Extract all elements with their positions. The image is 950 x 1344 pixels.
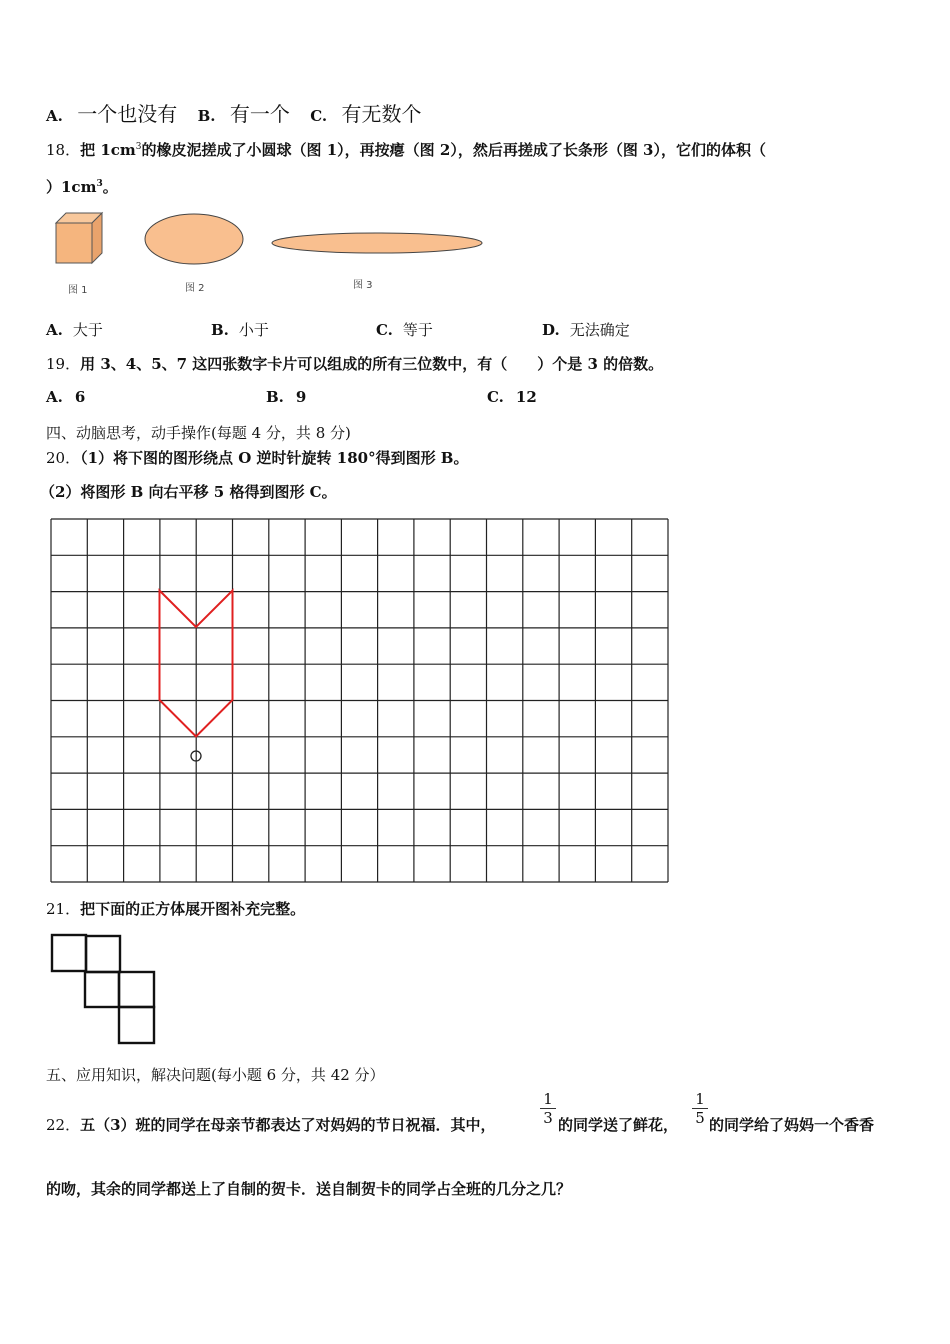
q18-option-d-letter: D. (542, 321, 560, 339)
q17-option-c-text: 有无数个 (341, 102, 422, 126)
fig2-label: 图 2 (185, 283, 205, 294)
q22-line2: 的吻，其余的同学都送上了自制的贺卡．送自制贺卡的同学占全班的几分之几？ (46, 1180, 572, 1198)
cube-net-figure (48, 932, 160, 1048)
net-square-1 (52, 935, 86, 971)
q18-stem-line2 (46, 176, 118, 197)
q18-number: 18． (46, 141, 81, 159)
q22-line1 (46, 1114, 496, 1135)
q18-option-b-text: 小于 (238, 321, 269, 339)
q17-option-c-letter: C. (310, 107, 328, 125)
section4-title: 四、动脑思考，动手操作(每题 4 分，共 8 分) (46, 424, 351, 442)
q18-text-a: 把 1cm (80, 141, 136, 159)
q18-option-d (542, 319, 630, 340)
q22-text-a: 五（3）班的同学在母亲节都表达了对妈妈的节日祝福．其中， (80, 1116, 496, 1134)
q17-option-b-text: 有一个 (229, 102, 290, 126)
q20-number: 20． (46, 449, 81, 467)
q18-option-c-text: 等于 (402, 321, 433, 339)
flattened-ball-figure (145, 214, 243, 264)
q19-stem (46, 353, 663, 374)
fig3-label: 图 3 (353, 280, 373, 291)
q19-option-c-letter: C. (487, 388, 504, 406)
q21-text: 把下面的正方体展开图补充完整。 (80, 900, 306, 918)
q18-text-d: 。 (102, 178, 118, 196)
q18-sup2: 3 (96, 179, 103, 189)
q22-fraction-1 (540, 1090, 556, 1127)
net-square-2 (86, 936, 120, 972)
q20-line1 (46, 447, 468, 468)
q19-option-c (487, 388, 537, 406)
q18-option-b-letter: B. (211, 321, 229, 339)
q17-option-a-text: 一个也没有 (77, 102, 178, 126)
q21-stem (46, 898, 305, 919)
q19-option-c-text: 12 (515, 388, 537, 406)
q18-option-d-text: 无法确定 (569, 321, 630, 339)
q18-option-a-letter: A. (46, 321, 63, 339)
q18-text-b: 的橡皮泥搓成了小圆球（图 1），再按瘪（图 2），然后再搓成了长条形（图 3），它们的体积（ (141, 141, 766, 159)
q17-options (46, 98, 421, 127)
q20-line2: （2）将图形 B 向右平移 5 格得到图形 C。 (40, 483, 337, 501)
net-square-5 (119, 1007, 154, 1043)
q19-option-a-letter: A. (46, 388, 63, 406)
q18-stem-line1 (46, 139, 766, 160)
q20-grid-figure (48, 516, 672, 886)
q19-option-b-text: 9 (295, 388, 307, 406)
q19-text: 用 3、4、5、7 这四张数字卡片可以组成的所有三位数中，有（ ）个是 3 的倍数。 (80, 355, 664, 373)
section5-title: 五、应用知识，解决问题(每小题 6 分，共 42 分） (46, 1066, 385, 1084)
q17-option-b-letter: B. (197, 107, 216, 125)
q22-frac1-numerator: 1 (540, 1090, 556, 1109)
q19-option-a (46, 388, 85, 406)
fig1-label: 图 1 (68, 285, 88, 296)
cube-figure (56, 213, 102, 263)
q18-figures (40, 205, 500, 305)
q22-number: 22． (46, 1116, 81, 1134)
q18-option-b (211, 319, 269, 340)
q18-option-c-letter: C. (376, 321, 393, 339)
q17-option-a-letter: A. (46, 107, 63, 125)
q18-option-a (46, 319, 103, 340)
q19-option-b-letter: B. (266, 388, 284, 406)
q19-option-b (266, 388, 306, 406)
grid-lines (51, 519, 668, 882)
q22-frac2-denominator: 5 (695, 1109, 705, 1127)
q22-text-c: 的同学给了妈妈一个香香 (709, 1116, 875, 1134)
net-square-4 (119, 972, 154, 1007)
q19-number: 19． (46, 355, 81, 373)
q22-text-b: 的同学送了鲜花， (558, 1116, 679, 1134)
long-strip-figure (272, 233, 482, 253)
q18-sup1: 3 (135, 142, 142, 152)
q18-option-a-text: 大于 (72, 321, 103, 339)
q18-text-c: ）1cm (46, 178, 97, 196)
q22-fraction-2 (692, 1090, 708, 1127)
q22-frac1-denominator: 3 (543, 1109, 553, 1127)
q19-option-a-text: 6 (74, 388, 86, 406)
net-square-3 (85, 972, 119, 1007)
q22-frac2-numerator: 1 (692, 1090, 708, 1109)
q18-option-c (376, 319, 433, 340)
q21-number: 21． (46, 900, 81, 918)
q20-line1-text: （1）将下图的图形绕点 O 逆时针旋转 180°得到图形 B。 (80, 449, 469, 467)
